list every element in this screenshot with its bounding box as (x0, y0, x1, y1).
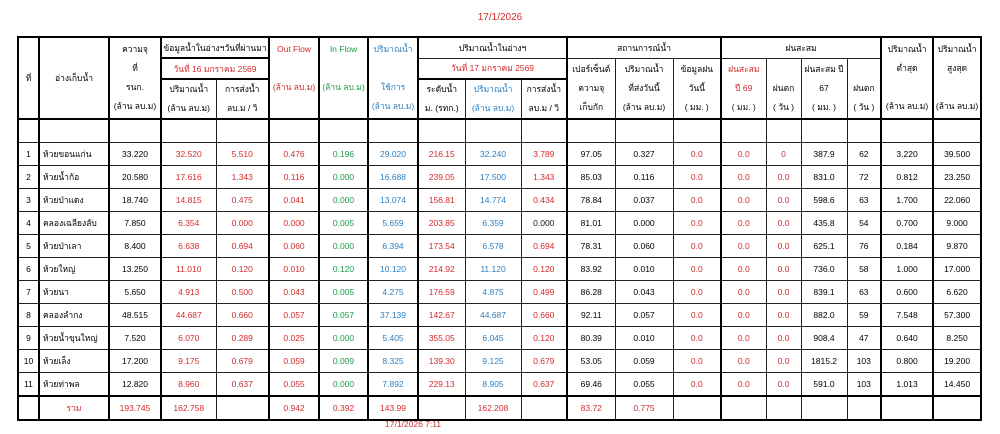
header-percent: เปอร์เซ็นต์ ความจุ เก็บกัก (567, 58, 615, 119)
cell-percent: 86.28 (567, 281, 615, 304)
total-empty-cell (801, 396, 847, 420)
cell-no: 10 (18, 350, 39, 373)
cell-name: ห้วยเล็ง (39, 350, 109, 373)
cell-curr-release: 3.789 (521, 143, 567, 166)
cell-name: ห้วยใหญ่ (39, 258, 109, 281)
cell-prev-volume: 14.815 (161, 189, 216, 212)
table-row (18, 166, 981, 189)
cell-capacity: 7.520 (109, 327, 161, 350)
cell-rain-69: 0.0 (721, 143, 766, 166)
cell-level: 142.67 (418, 304, 465, 327)
cell-no: 6 (18, 258, 39, 281)
cell-inflow: 0.000 (319, 235, 368, 258)
cell-capacity: 12.820 (109, 373, 161, 397)
cell-rain-67: 435.8 (801, 212, 847, 235)
cell-prev-volume: 6.070 (161, 327, 216, 350)
table-row (18, 327, 981, 350)
cell-level: 216.15 (418, 143, 465, 166)
cell-rain-days-69: 0 (766, 143, 801, 166)
cell-level: 139.30 (418, 350, 465, 373)
cell-released-today: 0.010 (615, 327, 673, 350)
cell-name: ห้วยน้ำก้อ (39, 166, 109, 189)
cell-rain-days-69: 0.0 (766, 166, 801, 189)
cell-curr-volume: 14.774 (465, 189, 521, 212)
cell-min: 0.700 (881, 212, 933, 235)
cell-rain-days-69: 0.0 (766, 281, 801, 304)
cell-prev-release: 0.679 (216, 350, 269, 373)
cell-name: ห้วยป่าเลา (39, 235, 109, 258)
cell-outflow: 0.043 (269, 281, 319, 304)
cell-rain-today: 0.0 (673, 143, 721, 166)
cell-prev-volume: 6.638 (161, 235, 216, 258)
cell-percent: 53.05 (567, 350, 615, 373)
cell-name: ห้วยน้ำขุนใหญ่ (39, 327, 109, 350)
cell-min: 0.184 (881, 235, 933, 258)
cell-usable: 7.892 (368, 373, 418, 397)
cell-rain-today: 0.0 (673, 350, 721, 373)
cell-released-today: 0.010 (615, 258, 673, 281)
cell-max: 17.000 (933, 258, 981, 281)
cell-rain-69: 0.0 (721, 235, 766, 258)
cell-capacity: 33.220 (109, 143, 161, 166)
cell-rain-today: 0.0 (673, 235, 721, 258)
cell-level: 156.81 (418, 189, 465, 212)
cell-prev-volume: 9.175 (161, 350, 216, 373)
cell-curr-volume: 4.875 (465, 281, 521, 304)
cell-released-today: 0.000 (615, 212, 673, 235)
cell-rain-days-67: 76 (847, 235, 881, 258)
report-date: 17/1/2026 (477, 12, 523, 23)
total-usable: 143.99 (368, 396, 418, 420)
cell-capacity: 20.580 (109, 166, 161, 189)
cell-no: 4 (18, 212, 39, 235)
cell-outflow: 0.055 (269, 373, 319, 397)
cell-rain-days-69: 0.0 (766, 373, 801, 397)
cell-rain-69: 0.0 (721, 350, 766, 373)
cell-rain-69: 0.0 (721, 212, 766, 235)
cell-rain-67: 598.6 (801, 189, 847, 212)
footer-timestamp: 17/1/2026 7:11 (385, 419, 442, 429)
cell-level: 173.54 (418, 235, 465, 258)
cell-name: คลองเฉลียงลับ (39, 212, 109, 235)
cell-curr-volume: 44.687 (465, 304, 521, 327)
cell-rain-69: 0.0 (721, 373, 766, 397)
cell-rain-69: 0.0 (721, 166, 766, 189)
cell-prev-release: 0.694 (216, 235, 269, 258)
cell-no: 1 (18, 143, 39, 166)
cell-curr-release: 0.660 (521, 304, 567, 327)
total-row (18, 396, 981, 420)
table-row (18, 258, 981, 281)
cell-prev-release: 0.637 (216, 373, 269, 397)
cell-curr-release: 0.120 (521, 258, 567, 281)
cell-inflow: 0.000 (319, 373, 368, 397)
cell-rain-days-69: 0.0 (766, 189, 801, 212)
total-percent: 83.72 (567, 396, 615, 420)
cell-rain-67: 831.0 (801, 166, 847, 189)
cell-level: 214.92 (418, 258, 465, 281)
cell-prev-volume: 44.687 (161, 304, 216, 327)
cell-inflow: 0.000 (319, 189, 368, 212)
cell-rain-69: 0.0 (721, 281, 766, 304)
cell-rain-days-69: 0.0 (766, 327, 801, 350)
cell-released-today: 0.057 (615, 304, 673, 327)
total-empty-cell (18, 396, 39, 420)
cell-released-today: 0.327 (615, 143, 673, 166)
cell-level: 176.59 (418, 281, 465, 304)
cell-released-today: 0.055 (615, 373, 673, 397)
cell-percent: 83.92 (567, 258, 615, 281)
cell-rain-days-67: 103 (847, 350, 881, 373)
table-row (18, 350, 981, 373)
cell-rain-days-67: 72 (847, 166, 881, 189)
cell-usable: 16.688 (368, 166, 418, 189)
total-empty-cell (721, 396, 766, 420)
cell-rain-today: 0.0 (673, 327, 721, 350)
cell-curr-release: 0.679 (521, 350, 567, 373)
cell-rain-days-67: 62 (847, 143, 881, 166)
cell-curr-release: 0.434 (521, 189, 567, 212)
cell-rain-today: 0.0 (673, 281, 721, 304)
cell-max: 22.060 (933, 189, 981, 212)
header-curr-volume: ปริมาณน้ำ (ล้าน ลบ.ม) (465, 79, 521, 119)
cell-curr-volume: 32.240 (465, 143, 521, 166)
table-row (18, 143, 981, 166)
table-row (18, 281, 981, 304)
cell-prev-volume: 4.913 (161, 281, 216, 304)
total-label: รวม (39, 396, 109, 420)
total-empty-cell (933, 396, 981, 420)
cell-min: 0.800 (881, 350, 933, 373)
cell-percent: 85.03 (567, 166, 615, 189)
cell-prev-release: 0.660 (216, 304, 269, 327)
cell-prev-release: 0.475 (216, 189, 269, 212)
header-usable: ปริมาณน้ำ ใช้การ (ล้าน ลบ.ม) (368, 37, 418, 119)
cell-percent: 78.31 (567, 235, 615, 258)
cell-curr-release: 1.343 (521, 166, 567, 189)
cell-name: คลองลำกง (39, 304, 109, 327)
cell-usable: 6.394 (368, 235, 418, 258)
table-row (18, 212, 981, 235)
cell-min: 0.812 (881, 166, 933, 189)
header-status-group: สถานการณ์น้ำ (567, 37, 721, 58)
cell-inflow: 0.196 (319, 143, 368, 166)
cell-percent: 92.11 (567, 304, 615, 327)
cell-percent: 97.05 (567, 143, 615, 166)
cell-rain-days-69: 0.0 (766, 304, 801, 327)
cell-curr-volume: 6.045 (465, 327, 521, 350)
cell-capacity: 8.400 (109, 235, 161, 258)
header-prev-group: ข้อมูลน้ำในอ่างฯวันที่ผ่านมา (161, 37, 269, 58)
cell-prev-volume: 11.010 (161, 258, 216, 281)
cell-curr-release: 0.120 (521, 327, 567, 350)
header-min-volume: ปริมาณน้ำ ต่ำสุด (ล้าน ลบ.ม) (881, 37, 933, 119)
cell-inflow: 0.000 (319, 166, 368, 189)
cell-usable: 29.020 (368, 143, 418, 166)
cell-outflow: 0.057 (269, 304, 319, 327)
cell-rain-today: 0.0 (673, 166, 721, 189)
header-rain-today: ข้อมูลฝน วันนี้ ( มม. ) (673, 58, 721, 119)
cell-rain-69: 0.0 (721, 189, 766, 212)
total-empty-cell (881, 396, 933, 420)
cell-rain-67: 625.1 (801, 235, 847, 258)
total-prev-volume: 162.758 (161, 396, 216, 420)
cell-capacity: 18.740 (109, 189, 161, 212)
cell-released-today: 0.116 (615, 166, 673, 189)
header-rain-days-67: ฝนตก ( วัน ) (847, 58, 881, 119)
cell-max: 39.500 (933, 143, 981, 166)
cell-prev-volume: 17.616 (161, 166, 216, 189)
cell-max: 8.250 (933, 327, 981, 350)
cell-rain-days-67: 63 (847, 281, 881, 304)
cell-min: 1.000 (881, 258, 933, 281)
cell-rain-69: 0.0 (721, 304, 766, 327)
cell-curr-release: 0.499 (521, 281, 567, 304)
cell-max: 23.250 (933, 166, 981, 189)
cell-usable: 13.074 (368, 189, 418, 212)
cell-max: 14.450 (933, 373, 981, 397)
header-curr-release: การส่งน้ำ ลบ.ม / วิ (521, 79, 567, 119)
cell-inflow: 0.057 (319, 304, 368, 327)
cell-curr-release: 0.694 (521, 235, 567, 258)
cell-rain-days-69: 0.0 (766, 212, 801, 235)
cell-rain-today: 0.0 (673, 258, 721, 281)
cell-min: 0.600 (881, 281, 933, 304)
total-capacity: 193.745 (109, 396, 161, 420)
cell-capacity: 7.850 (109, 212, 161, 235)
header-prev-release: การส่งน้ำ ลบ.ม / วิ (216, 79, 269, 119)
cell-prev-volume: 32.520 (161, 143, 216, 166)
cell-rain-67: 387.9 (801, 143, 847, 166)
cell-inflow: 0.005 (319, 281, 368, 304)
total-outflow: 0.942 (269, 396, 319, 420)
cell-max: 9.000 (933, 212, 981, 235)
cell-capacity: 5.650 (109, 281, 161, 304)
cell-rain-67: 591.0 (801, 373, 847, 397)
cell-inflow: 0.000 (319, 327, 368, 350)
cell-min: 0.640 (881, 327, 933, 350)
cell-capacity: 17.200 (109, 350, 161, 373)
cell-min: 1.013 (881, 373, 933, 397)
cell-usable: 10.120 (368, 258, 418, 281)
cell-no: 8 (18, 304, 39, 327)
cell-rain-days-67: 54 (847, 212, 881, 235)
cell-rain-days-67: 58 (847, 258, 881, 281)
header-capacity: ความจุ ที่ รนก. (ล้าน ลบ.ม) (109, 37, 161, 119)
cell-level: 239.05 (418, 166, 465, 189)
header-rain-days-69: ฝนตก ( วัน ) (766, 58, 801, 119)
cell-min: 3.220 (881, 143, 933, 166)
cell-no: 5 (18, 235, 39, 258)
cell-released-today: 0.043 (615, 281, 673, 304)
cell-released-today: 0.037 (615, 189, 673, 212)
cell-name: ห้วยป่าแดง (39, 189, 109, 212)
cell-no: 9 (18, 327, 39, 350)
cell-prev-release: 0.120 (216, 258, 269, 281)
cell-curr-volume: 11.120 (465, 258, 521, 281)
cell-rain-days-69: 0.0 (766, 235, 801, 258)
cell-rain-69: 0.0 (721, 258, 766, 281)
cell-name: ห้วยท่าพล (39, 373, 109, 397)
cell-rain-today: 0.0 (673, 304, 721, 327)
cell-level: 203.85 (418, 212, 465, 235)
cell-no: 7 (18, 281, 39, 304)
cell-min: 1.700 (881, 189, 933, 212)
total-released-today: 0.775 (615, 396, 673, 420)
table-row (18, 304, 981, 327)
blank-row (18, 119, 981, 143)
cell-percent: 69.46 (567, 373, 615, 397)
cell-released-today: 0.060 (615, 235, 673, 258)
cell-prev-release: 1.343 (216, 166, 269, 189)
cell-prev-release: 0.500 (216, 281, 269, 304)
cell-percent: 80.39 (567, 327, 615, 350)
cell-curr-volume: 6.578 (465, 235, 521, 258)
cell-curr-volume: 8.905 (465, 373, 521, 397)
cell-max: 9.870 (933, 235, 981, 258)
cell-no: 3 (18, 189, 39, 212)
cell-rain-days-69: 0.0 (766, 258, 801, 281)
cell-inflow: 0.009 (319, 350, 368, 373)
cell-curr-release: 0.637 (521, 373, 567, 397)
cell-outflow: 0.041 (269, 189, 319, 212)
total-inflow: 0.392 (319, 396, 368, 420)
cell-outflow: 0.010 (269, 258, 319, 281)
cell-outflow: 0.000 (269, 212, 319, 235)
cell-capacity: 13.250 (109, 258, 161, 281)
header-prev-date: วันที่ 16 มกราคม 2569 (161, 58, 269, 79)
cell-outflow: 0.116 (269, 166, 319, 189)
header-max-volume: ปริมาณน้ำ สูงสุด (ล้าน ลบ.ม) (933, 37, 981, 119)
cell-max: 57.300 (933, 304, 981, 327)
cell-capacity: 48.515 (109, 304, 161, 327)
table-row (18, 373, 981, 397)
cell-rain-69: 0.0 (721, 327, 766, 350)
cell-percent: 78.84 (567, 189, 615, 212)
cell-rain-days-67: 47 (847, 327, 881, 350)
total-empty-cell (847, 396, 881, 420)
table-row (18, 189, 981, 212)
total-empty-cell (766, 396, 801, 420)
header-rain-67: ฝนสะสม ปี 67 ( มม. ) (801, 58, 847, 119)
cell-usable: 37.139 (368, 304, 418, 327)
total-empty-cell (521, 396, 567, 420)
header-rain-69: ฝนสะสม ปี 69 ( มม. ) (721, 58, 766, 119)
total-empty-cell (673, 396, 721, 420)
cell-rain-today: 0.0 (673, 212, 721, 235)
cell-max: 6.620 (933, 281, 981, 304)
cell-rain-days-67: 63 (847, 189, 881, 212)
cell-prev-release: 0.000 (216, 212, 269, 235)
cell-outflow: 0.025 (269, 327, 319, 350)
header-reservoir: อ่างเก็บน้ำ (39, 37, 109, 119)
cell-min: 7.548 (881, 304, 933, 327)
cell-rain-days-69: 0.0 (766, 350, 801, 373)
total-curr-volume: 162.208 (465, 396, 521, 420)
cell-rain-67: 839.1 (801, 281, 847, 304)
cell-prev-release: 0.289 (216, 327, 269, 350)
cell-inflow: 0.005 (319, 212, 368, 235)
cell-outflow: 0.059 (269, 350, 319, 373)
cell-usable: 5.405 (368, 327, 418, 350)
header-no: ที่ (18, 37, 39, 119)
cell-curr-volume: 9.125 (465, 350, 521, 373)
header-outflow: Out Flow (ล้าน ลบ.ม) (269, 37, 319, 119)
reservoir-table (17, 36, 982, 421)
header-inflow: In Flow (ล้าน ลบ.ม) (319, 37, 368, 119)
cell-prev-volume: 8.960 (161, 373, 216, 397)
cell-prev-volume: 6.354 (161, 212, 216, 235)
cell-inflow: 0.120 (319, 258, 368, 281)
header-prev-volume: ปริมาณน้ำ (ล้าน ลบ.ม) (161, 79, 216, 119)
cell-curr-volume: 17.500 (465, 166, 521, 189)
header-curr-group: ปริมาณน้ำในอ่างฯ (418, 37, 567, 58)
cell-usable: 5.659 (368, 212, 418, 235)
cell-released-today: 0.059 (615, 350, 673, 373)
cell-outflow: 0.060 (269, 235, 319, 258)
cell-level: 229.13 (418, 373, 465, 397)
header-released-today: ปริมาณน้ำ ที่ส่งวันนี้ (ล้าน ลบ.ม) (615, 58, 673, 119)
table-row (18, 235, 981, 258)
cell-rain-days-67: 59 (847, 304, 881, 327)
cell-curr-release: 0.000 (521, 212, 567, 235)
total-empty-cell (216, 396, 269, 420)
cell-usable: 8.325 (368, 350, 418, 373)
cell-outflow: 0.476 (269, 143, 319, 166)
cell-usable: 4.275 (368, 281, 418, 304)
cell-rain-67: 882.0 (801, 304, 847, 327)
cell-rain-today: 0.0 (673, 189, 721, 212)
cell-rain-days-67: 103 (847, 373, 881, 397)
cell-max: 19.200 (933, 350, 981, 373)
header-rain-group: ฝนสะสม (721, 37, 881, 58)
cell-rain-67: 1815.2 (801, 350, 847, 373)
cell-name: ห้วยขอนแก่น (39, 143, 109, 166)
cell-prev-release: 5.510 (216, 143, 269, 166)
cell-rain-today: 0.0 (673, 373, 721, 397)
cell-no: 11 (18, 373, 39, 397)
header-curr-date: วันที่ 17 มกราคม 2569 (418, 58, 567, 79)
cell-percent: 81.01 (567, 212, 615, 235)
cell-rain-67: 908.4 (801, 327, 847, 350)
header-curr-level: ระดับน้ำ ม. (รทก.) (418, 79, 465, 119)
cell-rain-67: 736.0 (801, 258, 847, 281)
total-empty-cell (418, 396, 465, 420)
cell-level: 355.05 (418, 327, 465, 350)
cell-curr-volume: 6.359 (465, 212, 521, 235)
cell-name: ห้วยนา (39, 281, 109, 304)
cell-no: 2 (18, 166, 39, 189)
